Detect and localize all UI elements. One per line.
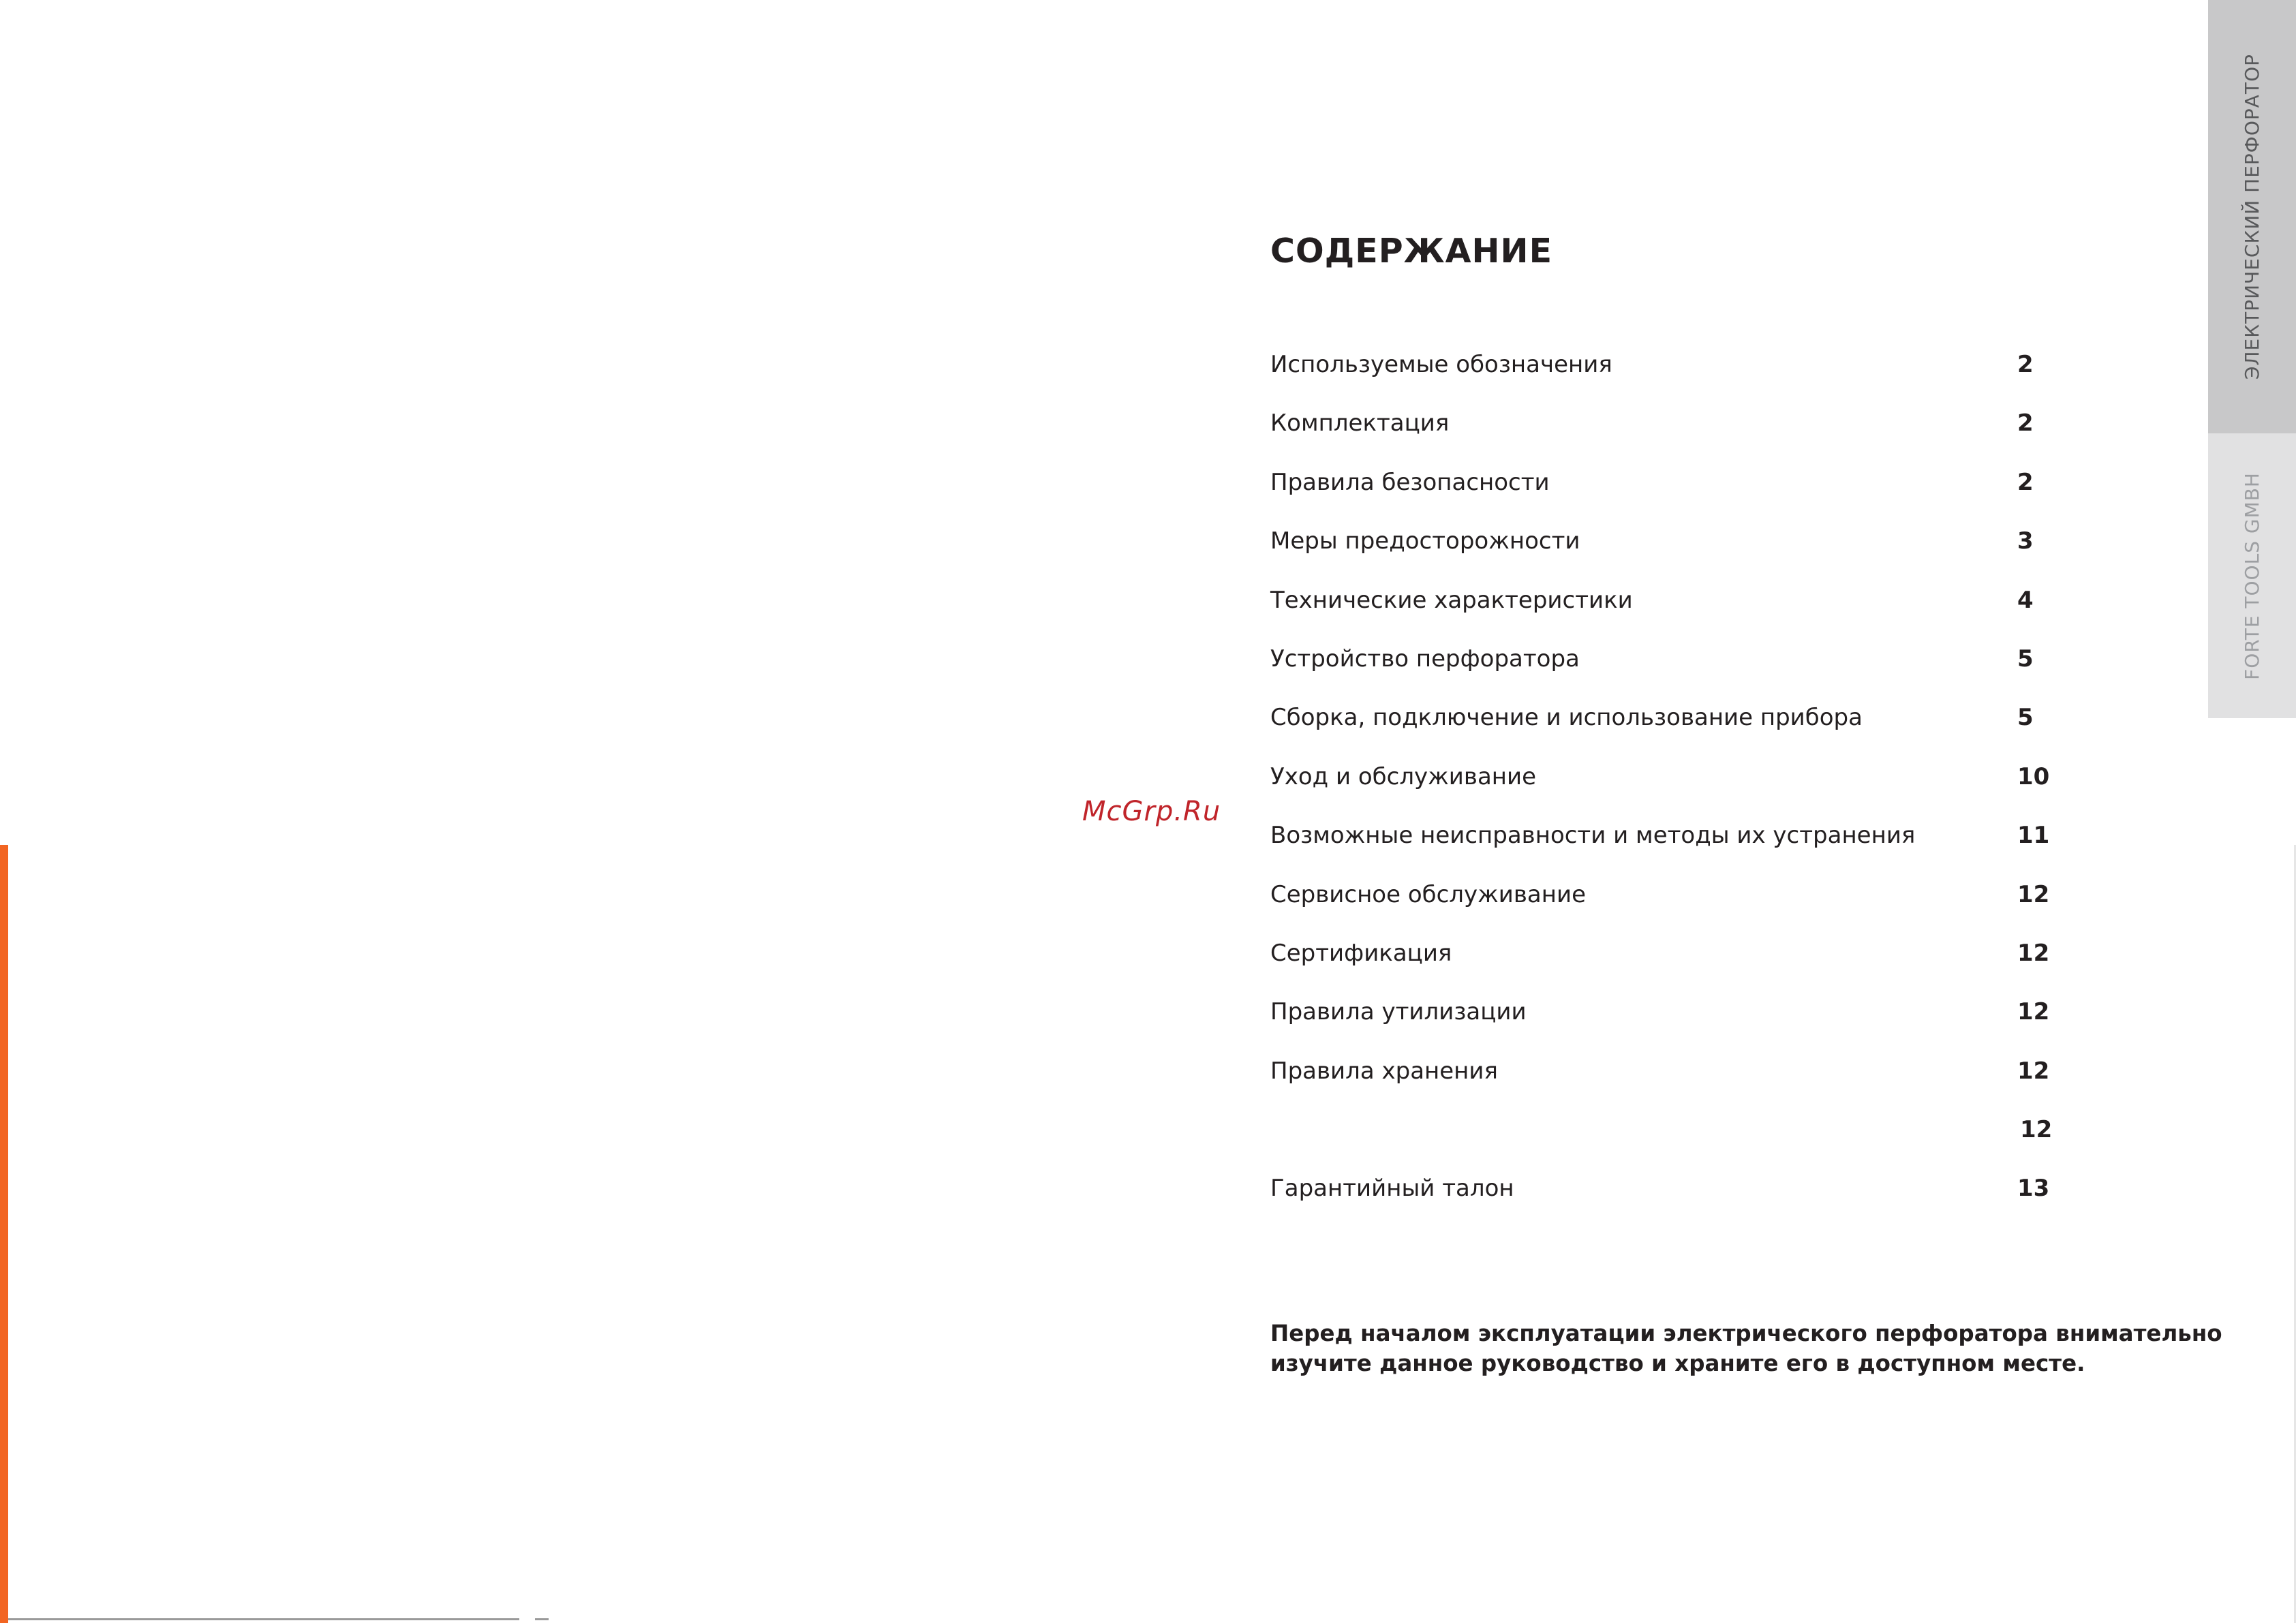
toc-item-page: 12 [2017,939,2050,967]
warning-note-line: изучите данное руководство и храните его в доступном месте. [1270,1350,2085,1376]
toc-item[interactable] [1270,815,2061,874]
toc-item[interactable] [1270,697,2061,756]
toc-item-label: Правила утилизации [1270,998,1527,1026]
toc-item[interactable] [1270,874,2061,933]
toc-item-page: 2 [2017,409,2034,437]
warning-note [1270,1318,2222,1378]
toc-item-page: 5 [2017,704,2034,732]
toc-item[interactable] [1270,1109,2061,1168]
toc-item[interactable] [1270,638,2061,697]
page-title: СОДЕРЖАНИЕ [1270,232,1553,270]
toc-item-label: Правила безопасности [1270,468,1550,496]
toc-item[interactable] [1270,344,2061,403]
watermark: McGrp.Ru [1082,796,1221,827]
side-tab-product-label: ЭЛЕКТРИЧЕСКИЙ ПЕРФОРАТОР [2241,53,2263,380]
toc-item[interactable] [1270,580,2061,638]
toc-item-label: Устройство перфоратора [1270,645,1580,673]
toc-item-page: 12 [2017,998,2050,1026]
side-tab-brand[interactable] [2208,433,2296,718]
side-tab-brand-label: FORTE TOOLS GMBH [2241,472,2263,680]
toc-item[interactable] [1270,756,2061,815]
table-of-contents [1270,344,2061,1227]
toc-item-page: 11 [2017,822,2050,850]
toc-item-label: Уход и обслуживание [1270,762,1537,790]
toc-item-label: Комплектация [1270,409,1450,437]
toc-item-label: Сервисное обслуживание [1270,880,1586,908]
toc-item[interactable] [1270,521,2061,579]
toc-item[interactable] [1270,1168,2061,1226]
toc-item-label: Технические характеристики [1270,586,1633,614]
bottom-rule [8,1618,519,1620]
toc-item-label: Меры предосторожности [1270,527,1580,555]
toc-item-label: Гарантийный талон [1270,1175,1514,1203]
toc-item-page: 2 [2017,468,2034,496]
toc-item-page: 13 [2017,1175,2050,1203]
toc-item-page: 2 [2017,351,2034,378]
warning-note-line: Перед началом эксплуатации электрического перфоратора внимательно [1270,1320,2222,1346]
toc-item-label: Возможные неисправности и методы их устранения [1270,822,1916,850]
toc-item-label: Сертификация [1270,939,1452,967]
bottom-rule-tick [535,1618,549,1620]
toc-item-label: Правила хранения [1270,1057,1498,1085]
side-tab-product[interactable] [2208,0,2296,433]
toc-item-page: 12 [2017,880,2050,908]
toc-item-page: 12 [2017,1057,2050,1085]
toc-item-page: 3 [2017,527,2034,555]
toc-item[interactable] [1270,991,2061,1050]
toc-item-page: 12 [2020,1116,2053,1144]
accent-bar [0,845,8,1623]
toc-item[interactable] [1270,403,2061,461]
toc-item-page: 5 [2017,645,2034,673]
toc-item[interactable] [1270,1051,2061,1109]
toc-item-label: Используемые обозначения [1270,351,1612,378]
toc-item-label: Сборка, подключение и использование прибора [1270,704,1863,732]
toc-item-page: 4 [2017,586,2034,614]
toc-item[interactable] [1270,933,2061,991]
toc-item-page: 10 [2017,762,2050,790]
toc-item[interactable] [1270,462,2061,521]
